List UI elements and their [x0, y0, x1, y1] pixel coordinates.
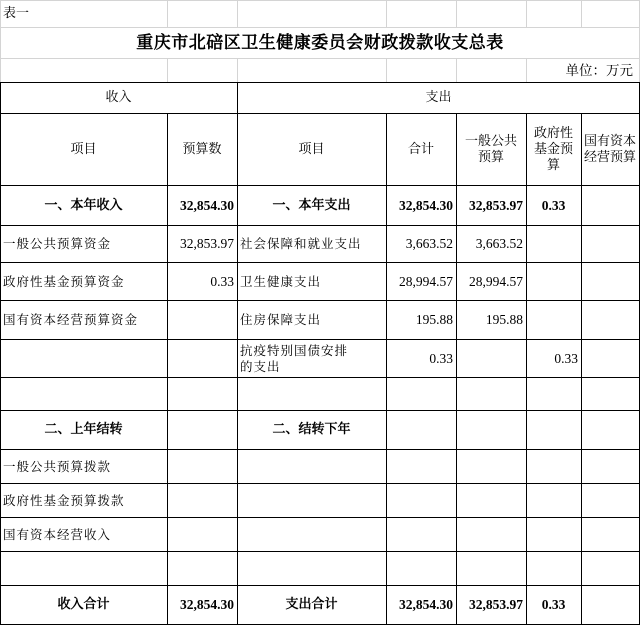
income-value-cell: [167, 340, 237, 377]
state-capital-cell: [581, 378, 639, 410]
gov-fund-cell: [526, 301, 581, 339]
gov-fund-cell: [526, 450, 581, 483]
state-capital-cell: [581, 450, 639, 483]
expense-item-cell: 二、结转下年: [272, 422, 351, 437]
gridline: [167, 0, 168, 28]
expense-item-cell: 社会保障和就业支出: [240, 236, 362, 251]
expense-item-cell: [237, 518, 386, 551]
state-capital-cell: [581, 411, 639, 449]
income-item-cell: [0, 340, 167, 377]
state-capital-header: 国有资本经营预算: [583, 133, 636, 165]
general-cell: [456, 411, 526, 449]
total-cell: [386, 552, 456, 585]
budget-header: 预算数: [182, 141, 222, 157]
general-cell: [456, 378, 526, 410]
gov-fund-cell: 0.33: [554, 350, 578, 366]
total-cell: [386, 450, 456, 483]
total-cell: [386, 411, 456, 449]
total-cell: 32,854.30: [399, 197, 453, 213]
gov-fund-cell: [526, 226, 581, 262]
income-total-label: 收入合计: [57, 597, 110, 612]
income-item-cell: [0, 552, 167, 585]
total-cell: [386, 378, 456, 410]
gov-fund-cell: [526, 378, 581, 410]
income-value-cell: [167, 301, 237, 339]
income-item-header: 项目: [70, 141, 97, 157]
state-capital-cell: [581, 226, 639, 262]
gov-fund-cell: 0.33: [541, 197, 566, 213]
total-cell: 3,663.52: [405, 236, 453, 251]
state-capital-total-value: [581, 586, 639, 624]
income-value-cell: [167, 378, 237, 410]
gov-fund-cell: [526, 518, 581, 551]
gridline: [386, 0, 387, 28]
gridline: [386, 58, 387, 82]
general-cell: 32,853.97: [469, 197, 523, 213]
general-cell: [456, 450, 526, 483]
income-item-cell: [0, 378, 167, 410]
gov-fund-cell: [526, 484, 581, 517]
general-cell: [456, 484, 526, 517]
income-value-cell: [167, 518, 237, 551]
gridline: [581, 0, 582, 28]
total-cell: 195.88: [415, 312, 453, 327]
sheet-label: 表一: [3, 6, 30, 21]
gov-fund-cell: [526, 552, 581, 585]
expense-item-cell: 一、本年支出: [272, 197, 351, 213]
income-item-cell: 二、上年结转: [44, 422, 123, 437]
expense-item-cell: 住房保障支出: [240, 312, 322, 327]
expense-item-cell: 抗疫特别国债安排的支出: [240, 342, 349, 374]
state-capital-cell: [581, 301, 639, 339]
income-item-cell: 一般公共预算资金: [3, 236, 112, 251]
expense-item-cell: [237, 378, 386, 410]
expense-item-cell: [237, 484, 386, 517]
gov-fund-total-value: 0.33: [541, 597, 566, 612]
income-header: 收入: [105, 90, 132, 105]
page-title: 重庆市北碚区卫生健康委员会财政拨款收支总表: [136, 33, 504, 53]
gridline: [237, 58, 238, 82]
income-value-cell: 0.33: [210, 273, 234, 289]
total-cell: [386, 484, 456, 517]
income-value-cell: [167, 411, 237, 449]
gov-fund-cell: [526, 263, 581, 300]
expense-total-label: 支出合计: [285, 597, 338, 612]
expense-item-cell: [237, 450, 386, 483]
total-cell: 28,994.57: [399, 273, 453, 289]
income-item-cell: 国有资本经营收入: [3, 526, 112, 542]
general-cell: 28,994.57: [469, 273, 523, 289]
income-total-value: 32,854.30: [180, 597, 234, 612]
gridline: [237, 0, 238, 28]
expense-item-cell: 卫生健康支出: [240, 273, 322, 289]
income-item-cell: 政府性基金预算资金: [3, 273, 125, 289]
state-capital-cell: [581, 484, 639, 517]
total-cell: 0.33: [429, 350, 453, 366]
state-capital-cell: [581, 552, 639, 585]
income-value-cell: [167, 484, 237, 517]
gridline: [456, 0, 457, 28]
income-value-cell: [167, 552, 237, 585]
income-value-cell: 32,853.97: [180, 236, 234, 251]
total-cell: [386, 518, 456, 551]
expense-item-cell: [237, 552, 386, 585]
gridline: [167, 58, 168, 82]
income-value-cell: 32,854.30: [180, 197, 234, 213]
income-item-cell: 国有资本经营预算资金: [3, 312, 139, 327]
general-budget-header: 一般公共预算: [464, 133, 517, 165]
general-cell: [456, 552, 526, 585]
gov-fund-cell: [526, 411, 581, 449]
income-item-cell: 一、本年收入: [44, 197, 123, 213]
expense-total-value: 32,854.30: [399, 597, 453, 612]
total-header: 合计: [407, 141, 434, 157]
general-cell: 195.88: [485, 312, 523, 327]
state-capital-cell: [581, 186, 639, 225]
general-total-value: 32,853.97: [469, 597, 523, 612]
income-item-cell: 一般公共预算拨款: [3, 458, 112, 474]
income-item-cell: 政府性基金预算拨款: [3, 492, 125, 508]
gov-fund-header: 政府性基金预算: [533, 125, 573, 173]
expense-item-header: 项目: [298, 141, 325, 157]
gridline: [526, 0, 527, 28]
state-capital-cell: [581, 518, 639, 551]
unit-label: 单位：万元: [565, 62, 633, 79]
state-capital-cell: [581, 340, 639, 377]
general-cell: [456, 340, 526, 377]
general-cell: 3,663.52: [475, 236, 523, 251]
state-capital-cell: [581, 263, 639, 300]
expense-header: 支出: [425, 90, 452, 105]
general-cell: [456, 518, 526, 551]
income-value-cell: [167, 450, 237, 483]
